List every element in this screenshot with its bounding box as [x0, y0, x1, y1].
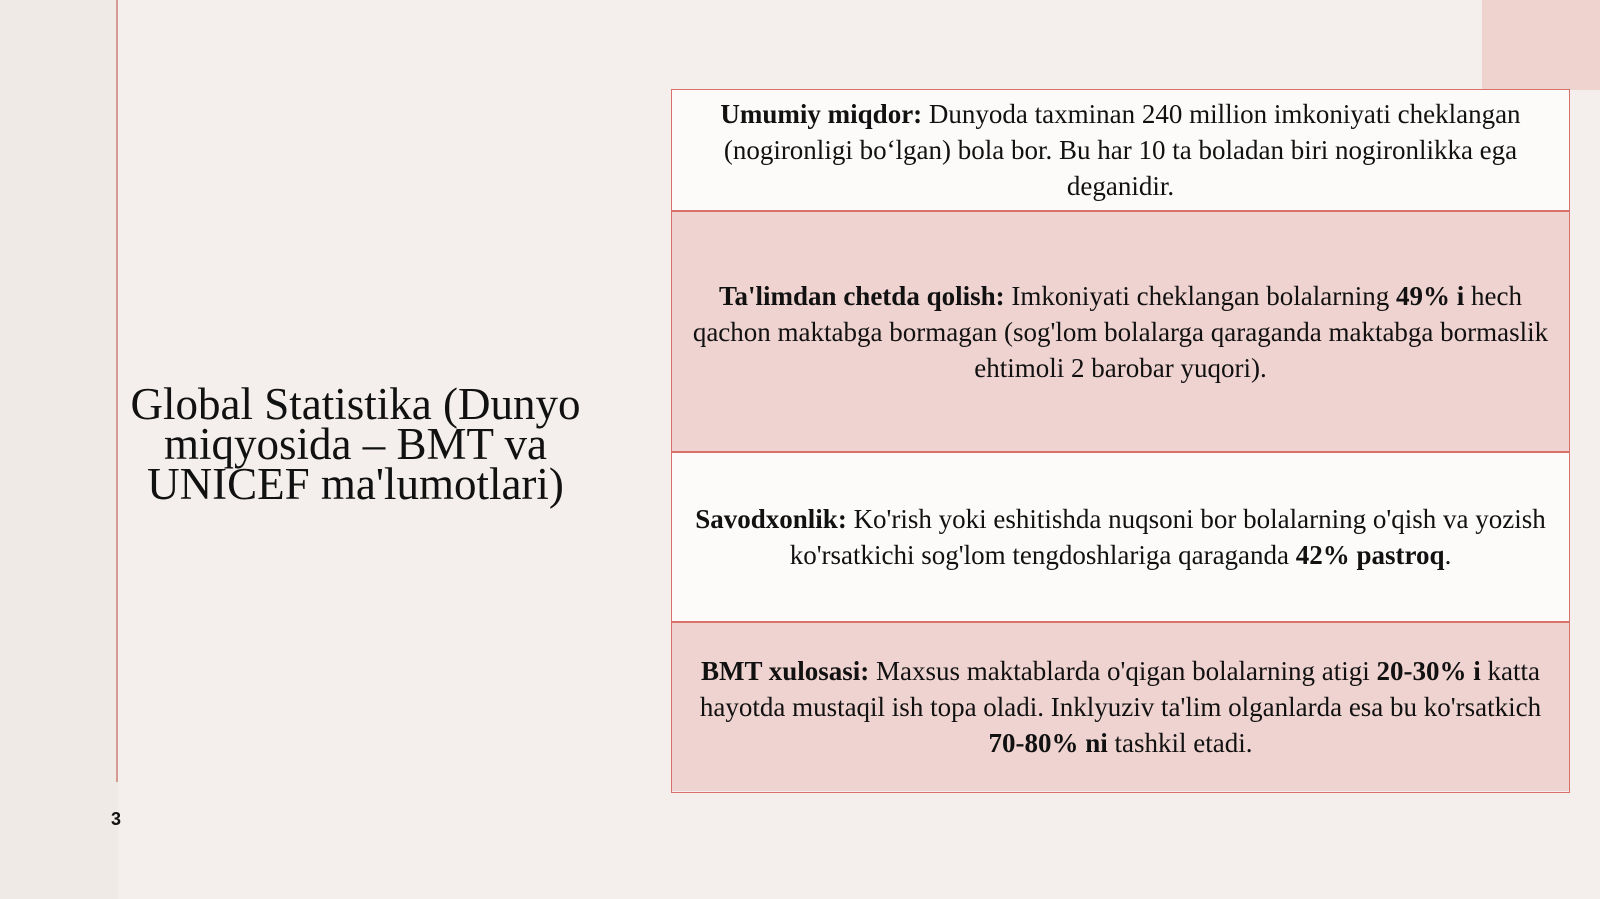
left-background-band — [0, 0, 118, 899]
stat-body: katta hayotda mustaqil ish topa oladi. Inklyuziv ta'lim olganlarda esa bu ko'rsatkich — [699, 656, 1542, 722]
stat-body: Dunyoda taxminan 240 million imkoniyati cheklangan (nogironligi bo‘lgan) bola bor. Bu har 10 ta boladan biri nogironlikka ega deganidir. — [723, 99, 1521, 201]
page-number: 3 — [111, 809, 122, 829]
stat-body: hech qachon maktabga bormagan (sog'lom bolalarga qaraganda maktabga bormaslik ehtimoli 2 barobar yuqori). — [692, 280, 1549, 383]
stat-body: Maxsus maktablarda o'qigan bolalarning atigi — [869, 656, 1377, 686]
stat-text — [686, 278, 1555, 386]
stat-body: Ko'rish yoki eshitishda nuqsoni bor bolalarning o'qish va yozish ko'rsatkichi sog'lom tengdoshlariga qaraganda — [789, 504, 1546, 570]
stat-highlight: 70-80% ni — [988, 728, 1108, 758]
stat-text — [686, 96, 1555, 204]
stat-body: tashkil etadi. — [1107, 728, 1253, 758]
stat-row-literacy — [672, 451, 1569, 621]
stat-body: Imkoniyati cheklangan bolalarning — [1004, 280, 1396, 311]
corner-accent-block — [1482, 0, 1600, 90]
stat-label: Umumiy miqdor: — [720, 99, 923, 129]
stat-row-un-conclusion — [672, 621, 1569, 791]
stat-highlight: 49% i — [1396, 280, 1465, 311]
stat-label: Savodxonlik: — [695, 504, 847, 534]
stat-row-education-exclusion — [672, 210, 1569, 451]
stat-label: BMT xulosasi: — [700, 656, 870, 686]
stat-text — [686, 653, 1555, 761]
slide-title: Global Statistika (Dunyo miqyosida – BMT va UNICEF ma'lumotlari) — [130, 379, 581, 509]
stat-highlight: 42% pastroq — [1295, 540, 1445, 570]
stat-highlight: 20-30% i — [1376, 656, 1481, 686]
stat-label: Ta'limdan chetda qolish: — [719, 280, 1005, 311]
statistics-table — [671, 89, 1570, 793]
stat-text — [686, 501, 1555, 573]
stat-body: . — [1444, 540, 1452, 570]
stat-row-total — [672, 90, 1569, 210]
